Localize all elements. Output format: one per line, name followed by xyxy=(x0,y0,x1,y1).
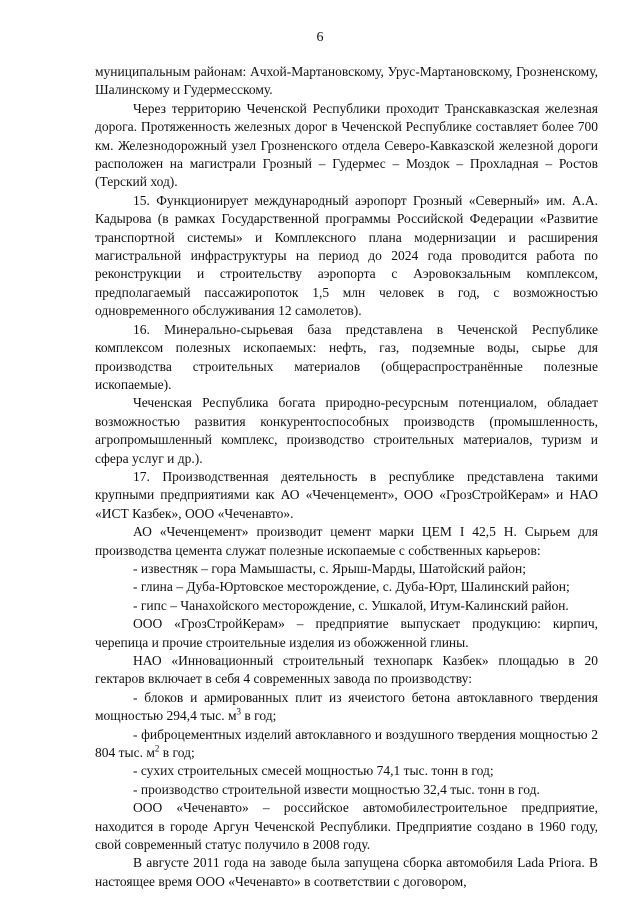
paragraph-kazbek-technopark: НАО «Инновационный строительный технопарк Казбек» площадью в 20 гектаров включает в себя 4 современных завода по производству: xyxy=(95,653,598,687)
document-body xyxy=(95,63,598,891)
paragraph-municipal-districts: муниципальным районам: Ачхой-Мартановскому, Урус-Мартановскому, Грозненскому, Шалинскому и Гудермесскому. xyxy=(95,64,598,98)
paragraph-mineral-base: 16. Минерально-сырьевая база представлена в Чеченской Республике комплексом полезных ископаемых: нефть, газ, подземные воды, сырье для производства строительных материалов (общераспространённые полезные ископаемые). xyxy=(95,321,598,392)
paragraph-chechencement: АО «Чеченцемент» производит цемент марки ЦЕМ I 42,5 Н. Сырьем для производства цемента служат полезные ископаемые с собственных карьеров: xyxy=(95,524,598,558)
list-item-clay: - глина – Дуба-Юртовское месторождение, с. Дуба-Юрт, Шалинский район; xyxy=(133,579,570,595)
paragraph-chechenavto: ООО «Чеченавто» – российское автомобилестроительное предприятие, находится в городе Аргун Чеченской Республики. Предприятие создано в 1960 году, свой современный статус получило в 2008 году. xyxy=(95,800,598,853)
list-item-fiber-cement: - фиброцементных изделий автоклавного и воздушного твердения мощностью 2 804 тыс. $м^2$ в год; xyxy=(95,726,598,761)
paragraph-grozstroykeram: ООО «ГрозСтройКерам» – предприятие выпускает продукцию: кирпич, черепица и прочие строительные изделия из обожженной глины. xyxy=(95,616,598,650)
list-item-limestone: - известняк – гора Мамышасты, с. Ярыш-Марды, Шатойский район; xyxy=(133,560,526,576)
page-number: 6 xyxy=(316,30,324,45)
paragraph-production-enterprises: 17. Производственная деятельность в республике представлена такими крупными предприятиями как АО «Чеченцемент», ООО «ГрозСтройКерам» и НАО «ИСТ Казбек», ООО «Чеченавто». xyxy=(95,468,598,521)
list-item-aerated-concrete: - блоков и армированных плит из ячеистого бетона автоклавного твердения мощностью 294,4 тыс. $м^3$ в год; xyxy=(95,689,598,724)
list-item-lime: - производство строительной извести мощностью 32,4 тыс. тонн в год. xyxy=(133,781,540,797)
paragraph-lada-priora: В августе 2011 года на заводе была запущена сборка автомобиля Lada Priora. В настоящее время ООО «Чеченавто» в соответствии с договором, xyxy=(95,855,598,889)
paragraph-railway: Через территорию Чеченской Республики проходит Транскавказская железная дорога. Протяженность железных дорог в Чеченской Республике составляет более 700 км. Железнодорожный узел Грозненского отдела Северо-Кавказской железной дороги расположен на магистрали Грозный – Гудермес – Моздок – Прохладная – Ростов (Терский ход). xyxy=(95,100,598,190)
list-item-gypsum: - гипс – Чанахойского месторождение, с. Ушкалой, Итум-Калинский район. xyxy=(133,597,569,613)
paragraph-airport: 15. Функционирует международный аэропорт Грозный «Северный» им. А.А. Кадырова (в рамках Государственной программы Российской Федерации «Развитие транспортной системы» и Комплексного плана модернизации и расширения магистральной инфраструктуры на период до 2024 года проводится работа по реконструкции и строительству аэропорта с Аэровокзальным комплексом, предполагаемый пассажиропоток 1,5 млн человек в год, с возможностью одновременного обслуживания 12 самолетов). xyxy=(95,192,598,319)
paragraph-resource-potential: Чеченская Республика богата природно-ресурсным потенциалом, обладает возможностью развития конкурентоспособных производств (промышленность, агропромышленный комплекс, производство строительных материалов, туризм и сфера услуг и др.). xyxy=(95,395,598,466)
list-item-dry-mixes: - сухих строительных смесей мощностью 74,1 тыс. тонн в год; xyxy=(133,763,494,779)
